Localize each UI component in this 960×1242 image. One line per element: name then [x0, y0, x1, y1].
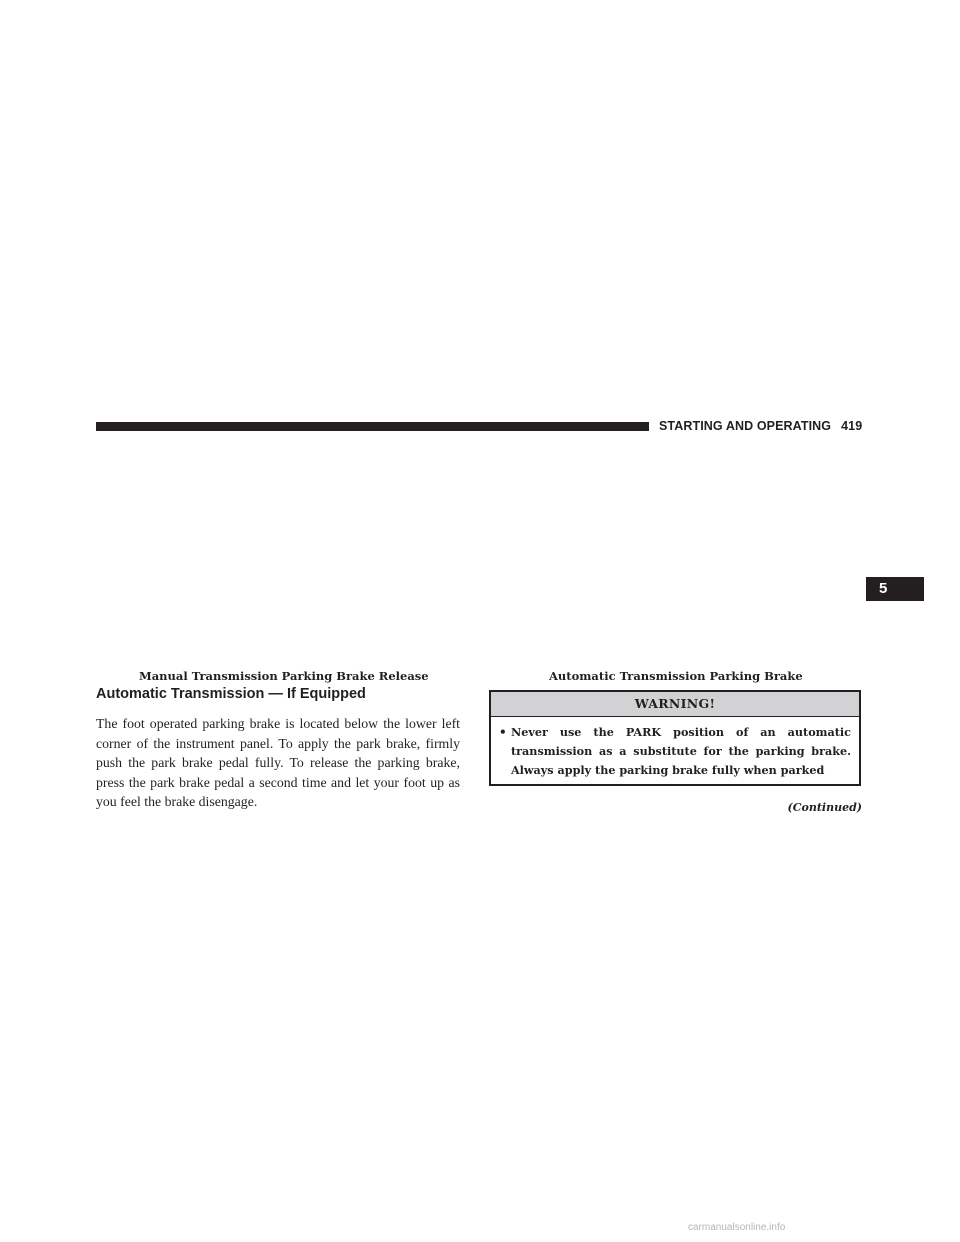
continued-note: (Continued) [787, 801, 862, 814]
running-header [659, 419, 869, 433]
watermark: carmanualsonline.info [688, 1222, 786, 1233]
warning-item [499, 723, 851, 780]
section-title: STARTING AND OPERATING [659, 419, 832, 433]
page-number: 419 [841, 419, 863, 433]
chapter-tab: 5 [866, 577, 924, 601]
figure-caption-right: Automatic Transmission Parking Brake [549, 669, 803, 683]
body-paragraph: The foot operated parking brake is located below the lower left corner of the instrument panel. To apply the park brake, firmly push the park brake pedal fully. To release the parking brake, press the park brake pedal a second time and let your foot up as you feel the brake disengage. [96, 716, 460, 810]
figure-caption-left: Manual Transmission Parking Brake Release [139, 669, 429, 683]
warning-box [489, 690, 861, 786]
bullet-icon: • [499, 725, 507, 739]
section-heading: Automatic Transmission — If Equipped [96, 686, 366, 702]
warning-title: WARNING! [491, 692, 859, 717]
header-rule [96, 422, 649, 431]
warning-text: Never use the PARK position of an automatic transmission as a substitute for the parking brake. Always apply the parking brake fully when parked [511, 725, 851, 777]
